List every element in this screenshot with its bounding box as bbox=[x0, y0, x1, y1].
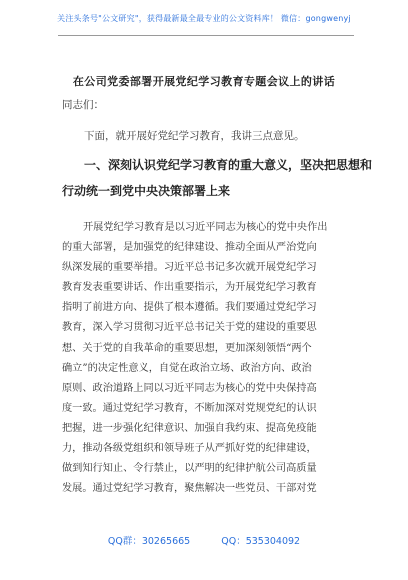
body-line: 做到知行知止、令行禁止，以严明的纪律护航公司高质量 bbox=[62, 463, 317, 475]
section-heading-line: 行动统一到党中央决策部署上来 bbox=[62, 184, 231, 198]
section-body bbox=[62, 218, 354, 499]
body-line: 教育发表重要讲话、作出重要指示，为开展党纪学习教育 bbox=[62, 282, 317, 294]
footer-contact bbox=[0, 533, 408, 547]
section-heading-line: 一、深刻认识党纪学习教育的重大意义，坚决把思想和 bbox=[84, 158, 373, 172]
body-line: 指明了前进方向、提供了根本遵循。我们要通过党纪学习 bbox=[62, 302, 317, 314]
body-line: 想、关于党的自我革命的重要思想，更加深刻领悟“两个 bbox=[62, 342, 312, 354]
body-line: 的重大部署，是加强党的纪律建设、推动全面从严治党向 bbox=[62, 242, 317, 254]
header-divider bbox=[58, 35, 354, 36]
body-line: 力，推动各级党组织和领导班子从严抓好党的纪律建设， bbox=[62, 443, 317, 455]
body-line: 原则、政治道路上同以习近平同志为核心的党中央保持高 bbox=[62, 382, 317, 394]
footer-qq[interactable]: QQ：535304092 bbox=[221, 536, 301, 547]
body-line: 教育，深入学习贯彻习近平总书记关于党的建设的重要思 bbox=[62, 322, 317, 334]
body-line: 发展。通过党纪学习教育，聚焦解决一些党员、干部对党 bbox=[62, 483, 317, 495]
salutation: 同志们： bbox=[62, 99, 104, 111]
footer-qq-group[interactable]: QQ群：30265665 bbox=[107, 536, 191, 547]
header-banner[interactable]: 关注头条号"公文研究"，获得最新最全最专业的公文资料库！ 微信：gongwenyj bbox=[57, 14, 351, 23]
body-line: 纵深发展的重要举措。习近平总书记多次就开展党纪学习 bbox=[62, 262, 317, 274]
body-line: 确立”的决定性意义，自觉在政治立场、政治方向、政治 bbox=[62, 362, 312, 374]
intro-paragraph: 下面，就开展好党纪学习教育，我讲三点意见。 bbox=[84, 130, 305, 142]
section-heading bbox=[62, 152, 373, 204]
document-title: 在公司党委部署开展党纪学习教育专题会议上的讲话 bbox=[72, 75, 336, 88]
body-line: 度一致。通过党纪学习教育，不断加深对党规党纪的认识 bbox=[62, 402, 317, 414]
body-line: 开展党纪学习教育是以习近平同志为核心的党中央作出 bbox=[83, 222, 328, 233]
body-line: 把握，进一步强化纪律意识、加强自我约束、提高免疫能 bbox=[62, 422, 317, 434]
